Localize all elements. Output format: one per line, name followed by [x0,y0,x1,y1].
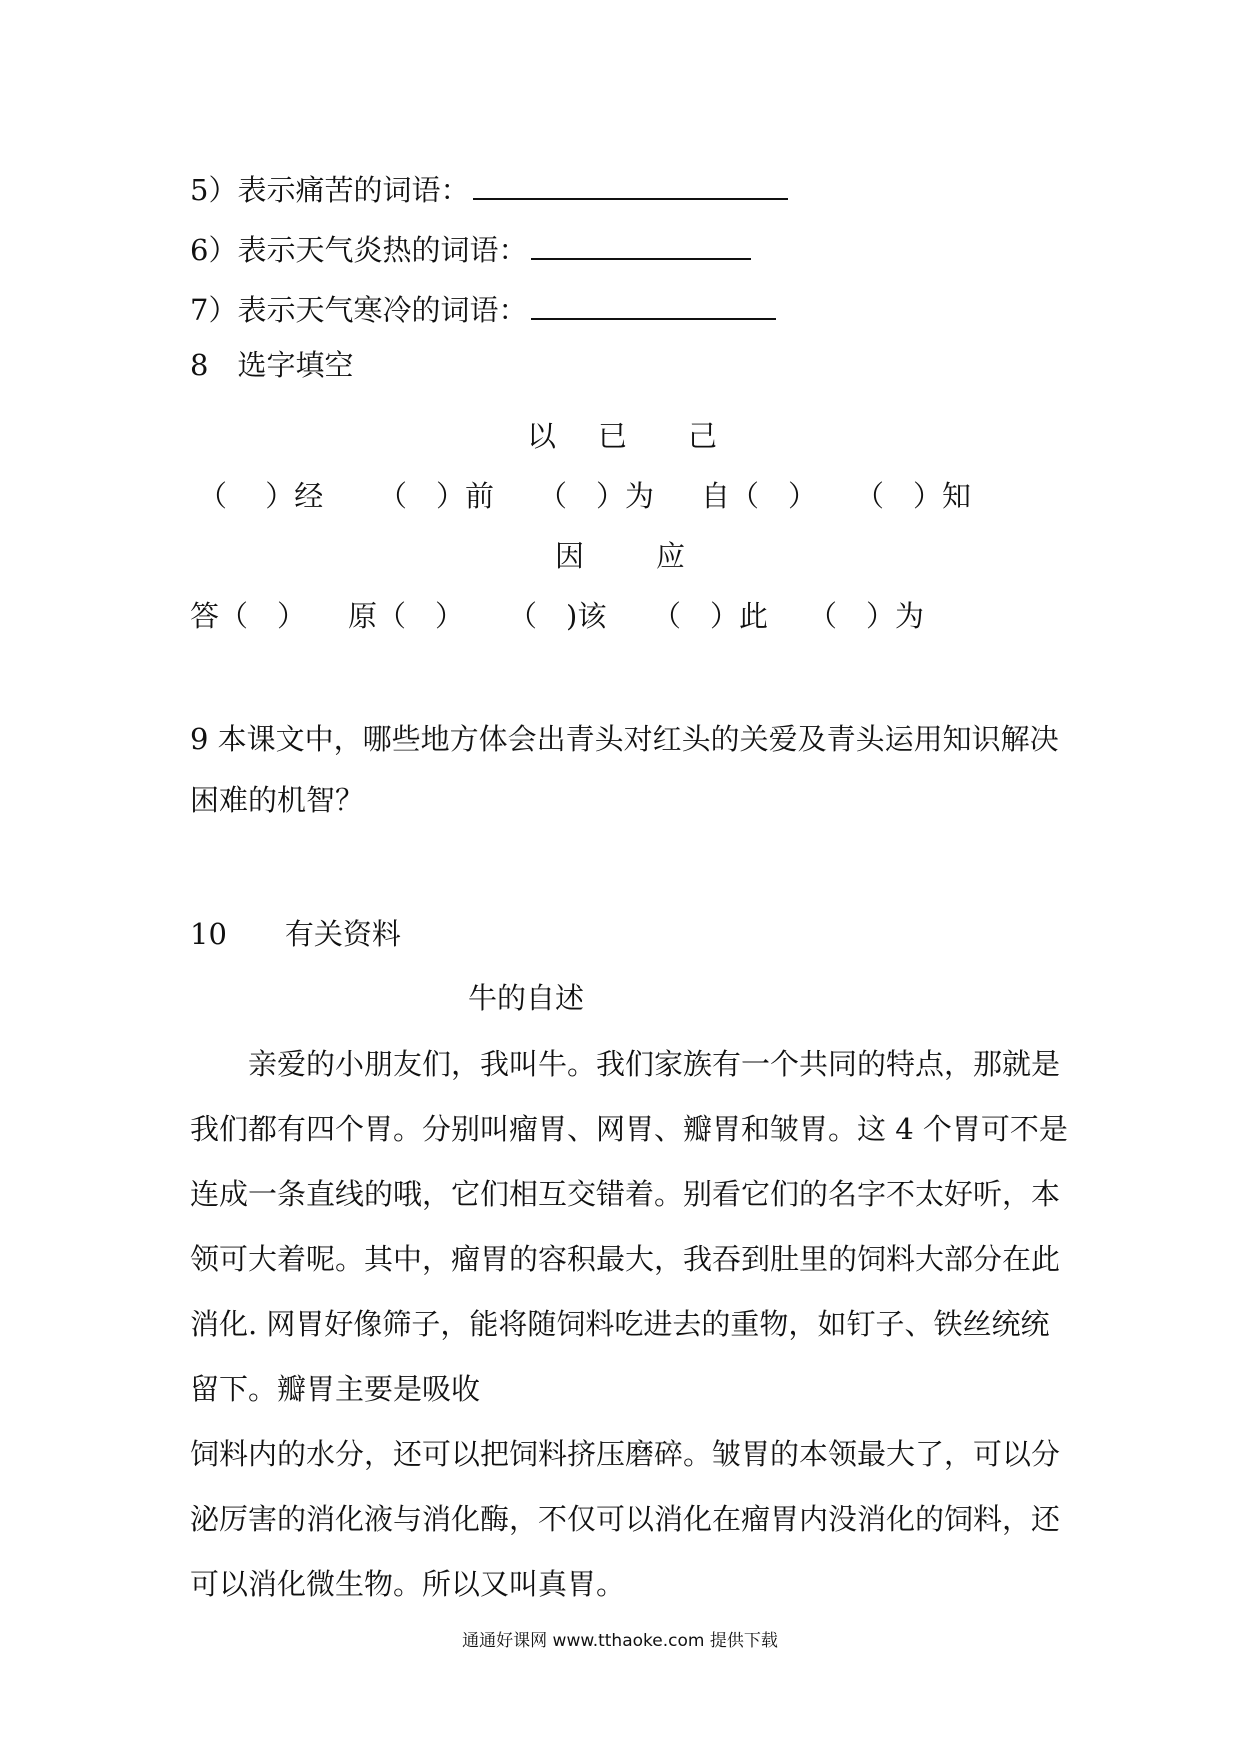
article-line: 可以消化微生物。所以又叫真胃。 [190,1567,626,1601]
q8-group1-item[interactable]: （ ）经 [198,479,324,513]
question-6 [190,232,751,268]
question-7-label: 7）表示天气寒冷的词语： [190,293,528,327]
question-9-line: 困难的机智？ [190,783,365,817]
q8-group1-item[interactable]: 自（ ） [701,479,818,513]
q8-group1-item[interactable]: （ ）为 [538,479,655,513]
question-10-title: 10 有关资料 [190,917,401,951]
article-line: 留下。瓣胃主要是吸收 [190,1372,481,1406]
question-5-label: 5）表示痛苦的词语： [190,173,470,207]
article-line: 连成一条直线的哦，它们相互交错着。别看它们的名字不太好听，本 [190,1177,1061,1211]
article-line: 我们都有四个胃。分别叫瘤胃、网胃、瓣胃和皱胃。这 4 个胃可不是 [190,1112,1068,1146]
question-8-title: 8 选字填空 [190,348,354,382]
question-7-blank[interactable] [531,292,776,320]
article-line: 消化. 网胃好像筛子，能将随饲料吃进去的重物，如钉子、铁丝统统 [190,1307,1050,1341]
page-footer: 通通好课网 www.tthaoke.com 提供下载 [462,1631,778,1651]
article-line: 亲爱的小朋友们，我叫牛。我们家族有一个共同的特点，那就是 [190,1047,1061,1081]
q8-group1-item[interactable]: （ ）前 [378,479,495,513]
q8-group2-item[interactable]: 答（ ） [190,599,307,633]
question-6-blank[interactable] [531,232,751,260]
q8-group1-char: 以 [527,419,557,453]
article-line: 饲料内的水分，还可以把饲料挤压磨碎。皱胃的本领最大了，可以分 [190,1437,1061,1471]
q8-group2-item[interactable]: 原（ ） [348,599,465,633]
q8-group2-item[interactable]: （ )该 [508,599,607,633]
article-line: 领可大着呢。其中，瘤胃的容积最大，我吞到肚里的饲料大部分在此 [190,1242,1061,1276]
article-line: 泌厉害的消化液与消化酶，不仅可以消化在瘤胃内没消化的饲料，还 [190,1502,1061,1536]
q8-group1-char: 己 [688,419,718,453]
q8-group1-item[interactable]: （ ）知 [855,479,972,513]
question-6-label: 6）表示天气炎热的词语： [190,233,528,267]
question-5 [190,172,788,208]
question-5-blank[interactable] [473,172,788,200]
question-7 [190,292,776,328]
question-9-line: 9 本课文中，哪些地方体会出青头对红头的关爱及青头运用知识解决 [190,722,1059,756]
q8-group1-char: 已 [598,419,628,453]
q8-group2-char: 应 [656,539,686,573]
q8-group2-char: 因 [555,539,585,573]
q8-group2-item[interactable]: （ ）此 [652,599,769,633]
q8-group2-item[interactable]: （ ）为 [808,599,925,633]
article-title: 牛的自述 [468,981,585,1015]
